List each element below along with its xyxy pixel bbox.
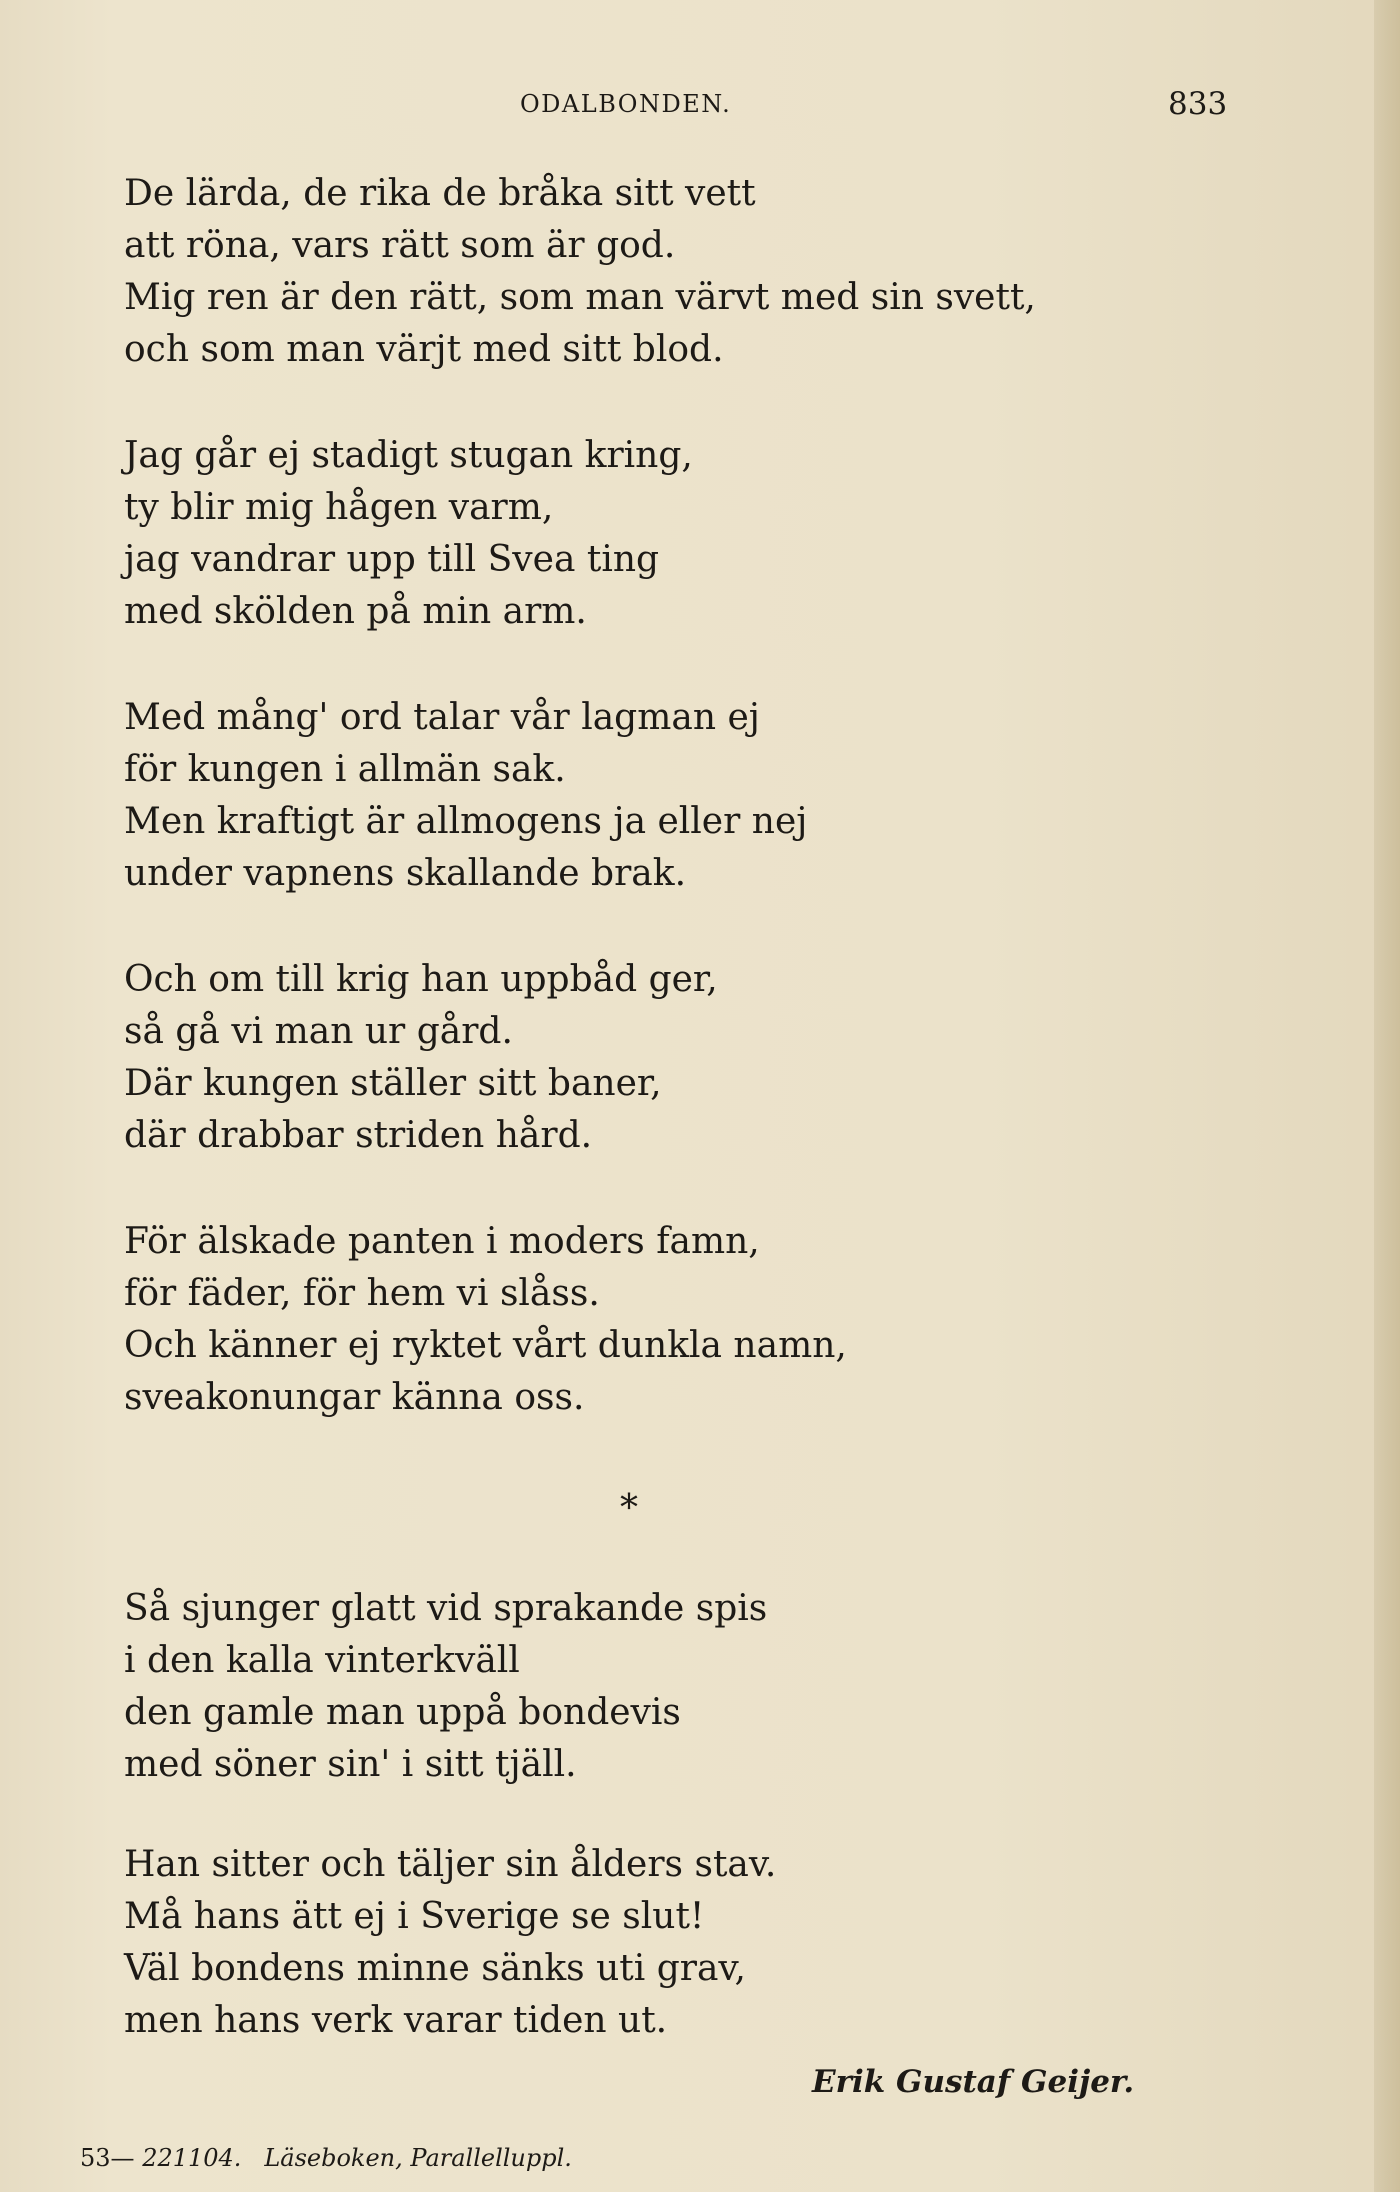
- running-title: ODALBONDEN.: [520, 90, 732, 118]
- poem-part-2: [124, 1583, 1284, 2095]
- stanza: [124, 430, 1284, 638]
- poem-line: Han sitter och täljer sin ålders stav.: [124, 1844, 777, 1885]
- poem-line: och som man värjt med sitt blod.: [124, 329, 724, 370]
- poem-line: De lärda, de rika de bråka sitt vett: [124, 173, 756, 214]
- poem-line: Jag går ej stadigt stugan kring,: [124, 435, 693, 476]
- poem-line: med söner sin' i sitt tjäll.: [124, 1744, 577, 1785]
- signature-number: 53—: [80, 2144, 135, 2172]
- page-number: 833: [1168, 86, 1228, 122]
- stanza: [124, 1583, 1284, 1791]
- section-separator: *: [620, 1488, 638, 1529]
- poem-line: Och om till krig han uppbåd ger,: [124, 959, 718, 1000]
- poem-line: För älskade panten i moders famn,: [124, 1221, 760, 1262]
- poem-line: att röna, vars rätt som är god.: [124, 225, 676, 266]
- poem-line: i den kalla vinterkväll: [124, 1640, 520, 1681]
- footer-signature: [80, 2144, 572, 2172]
- stanza: [124, 168, 1284, 376]
- stanza: [124, 1216, 1284, 1424]
- poem-line: ty blir mig hågen varm,: [124, 487, 554, 528]
- poem-line: Så sjunger glatt vid sprakande spis: [124, 1588, 768, 1629]
- poem-line: men hans verk varar tiden ut.: [124, 2000, 668, 2041]
- poem-line: sveakonungar känna oss.: [124, 1377, 585, 1418]
- page-edge: [1374, 0, 1400, 2192]
- poem-line: för kungen i allmän sak.: [124, 749, 566, 790]
- poem-line: Där kungen ställer sitt baner,: [124, 1063, 662, 1104]
- poem-line: jag vandrar upp till Svea ting: [124, 539, 660, 580]
- poem-line: där drabbar striden hård.: [124, 1115, 593, 1156]
- poem-line: så gå vi man ur gård.: [124, 1011, 513, 1052]
- poem-line: med skölden på min arm.: [124, 591, 587, 632]
- poem-line: Men kraftigt är allmogens ja eller nej: [124, 801, 808, 842]
- poem-line: för fäder, för hem vi slåss.: [124, 1273, 600, 1314]
- poem-line: Väl bondens minne sänks uti grav,: [124, 1948, 746, 1989]
- author-name: Erik Gustaf Geijer.: [812, 2064, 1135, 2100]
- stanza: [124, 1839, 1284, 2047]
- poem-line: under vapnens skallande brak.: [124, 853, 687, 894]
- stanza: [124, 692, 1284, 900]
- poem-line: Må hans ätt ej i Sverige se slut!: [124, 1896, 705, 1937]
- poem-line: Med mång' ord talar vår lagman ej: [124, 697, 760, 738]
- poem-line: Mig ren är den rätt, som man värvt med sin svett,: [124, 277, 1036, 318]
- stanza: [124, 954, 1284, 1162]
- poem-part-1: [124, 168, 1284, 1478]
- poem-line: den gamle man uppå bondevis: [124, 1692, 681, 1733]
- book-title: Läseboken, Parallelluppl.: [264, 2144, 572, 2172]
- poem-line: Och känner ej ryktet vårt dunkla namn,: [124, 1325, 847, 1366]
- print-number: 221104.: [142, 2144, 242, 2172]
